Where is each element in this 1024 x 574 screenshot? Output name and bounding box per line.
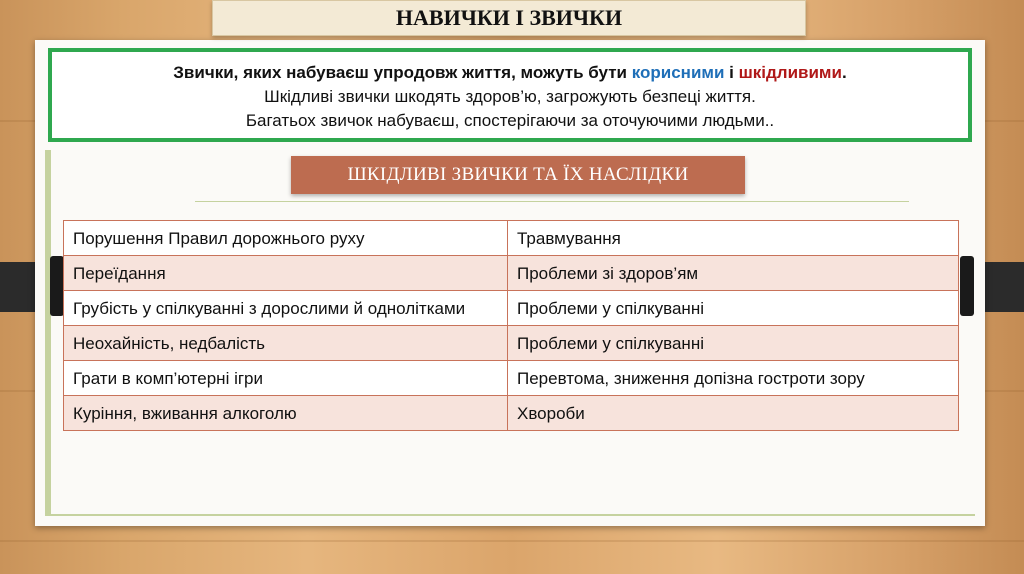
consequence-cell: Хвороби <box>508 396 959 431</box>
section-title: ШКІДЛИВІ ЗВИЧКИ ТА ЇХ НАСЛІДКИ <box>347 164 689 185</box>
intro-box <box>48 48 972 142</box>
consequence-cell: Травмування <box>508 221 959 256</box>
wood-grain <box>0 540 1024 542</box>
table-row <box>64 256 959 291</box>
intro-line-1 <box>52 61 968 85</box>
table-row <box>64 221 959 256</box>
intro-line-1-end: . <box>841 63 847 82</box>
intro-line-3: Багатьох звичок набуваєш, спостерігаючи за оточуючими людьми.. <box>245 111 775 130</box>
table-row <box>64 361 959 396</box>
intro-line-1-start: Звички, яких набуваєш упродовж життя, можуть бути <box>173 63 632 82</box>
consequence-cell: Перевтома, зниження допізна гостроти зору <box>508 361 959 396</box>
section-banner <box>291 156 745 194</box>
right-clip <box>960 256 974 316</box>
page-title: НАВИЧКИ І ЗВИЧКИ <box>395 5 623 30</box>
bottom-rule <box>45 514 975 516</box>
table-row <box>64 291 959 326</box>
consequence-cell: Проблеми у спілкуванні <box>508 291 959 326</box>
consequence-cell: Проблеми зі здоров’ям <box>508 256 959 291</box>
habit-cell: Куріння, вживання алкоголю <box>64 396 508 431</box>
consequence-cell: Проблеми у спілкуванні <box>508 326 959 361</box>
useful-word: корисними <box>631 63 725 82</box>
habit-cell: Порушення Правил дорожнього руху <box>64 221 508 256</box>
habit-cell: Грубість у спілкуванні з дорослими й однолітками <box>64 291 508 326</box>
habit-cell: Переїдання <box>64 256 508 291</box>
habits-table <box>63 220 959 431</box>
table-row <box>64 396 959 431</box>
table-row <box>64 326 959 361</box>
left-clip <box>50 256 64 316</box>
harmful-word: шкідливими <box>738 63 842 82</box>
section-underline <box>195 201 909 202</box>
title-banner <box>212 0 806 36</box>
habit-cell: Неохайність, недбалість <box>64 326 508 361</box>
intro-conjunction: і <box>724 63 739 82</box>
habit-cell: Грати в комп’ютерні ігри <box>64 361 508 396</box>
intro-line-2: Шкідливі звички шкодять здоров’ю, загрожують безпеці життя. <box>264 87 756 106</box>
left-margin-rule <box>45 150 51 514</box>
